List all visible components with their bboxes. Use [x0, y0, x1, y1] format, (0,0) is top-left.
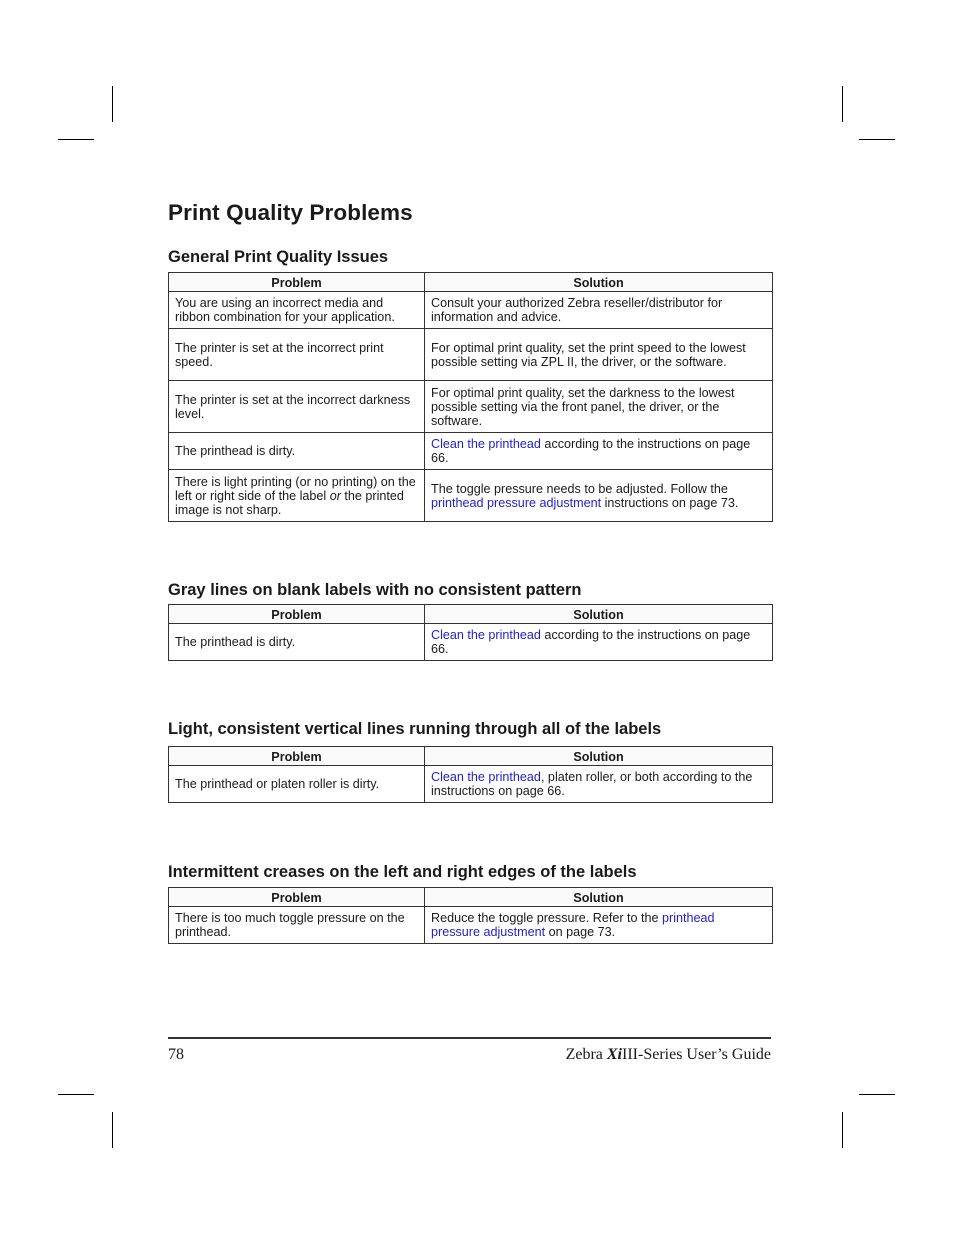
crop-mark — [112, 1112, 113, 1148]
crop-mark — [842, 86, 843, 122]
solution-text: The toggle pressure needs to be adjusted. Follow the — [431, 481, 728, 496]
solution-cell: Consult your authorized Zebra reseller/distributor for information and advice. — [425, 292, 773, 329]
troubleshooting-table — [168, 604, 773, 661]
printhead-pressure-adjustment-link[interactable]: printhead pressure adjustment — [431, 911, 715, 939]
column-header-solution: Solution — [425, 888, 773, 907]
crop-mark — [842, 1112, 843, 1148]
table-row — [169, 470, 773, 522]
solution-text: according to the instructions on page 66. — [431, 437, 751, 465]
guide-title-text: Zebra — [565, 1046, 607, 1063]
problem-cell: The printhead is dirty. — [169, 433, 425, 470]
section-heading: Gray lines on blank labels with no consistent pattern — [168, 581, 582, 599]
table-row — [169, 381, 773, 433]
solution-text: instructions on page 73. — [601, 495, 739, 510]
column-header-problem: Problem — [169, 605, 425, 624]
table-row — [169, 766, 773, 803]
problem-text: There is light printing (or no printing) on the left or right side of the label — [175, 474, 416, 503]
crop-mark — [859, 1094, 895, 1095]
page-title: Print Quality Problems — [168, 200, 413, 225]
clean-printhead-link[interactable]: Clean the printhead — [431, 437, 541, 451]
problem-cell: The printhead is dirty. — [169, 624, 425, 661]
column-header-solution: Solution — [425, 747, 773, 766]
solution-cell: For optimal print quality, set the print speed to the lowest possible setting via ZPL II, the driver, or the software. — [425, 329, 773, 381]
crop-mark — [58, 1094, 94, 1095]
column-header-problem: Problem — [169, 273, 425, 292]
crop-mark — [859, 139, 895, 140]
solution-cell — [425, 766, 773, 803]
footer-rule — [168, 1037, 771, 1039]
column-header-problem: Problem — [169, 747, 425, 766]
solution-cell — [425, 624, 773, 661]
table-row — [169, 292, 773, 329]
column-header-solution: Solution — [425, 273, 773, 292]
solution-text: on page 73. — [545, 925, 616, 939]
clean-printhead-link[interactable]: Clean the printhead — [431, 628, 541, 642]
solution-cell — [425, 433, 773, 470]
problem-emphasis: or — [329, 488, 341, 503]
table-row — [169, 907, 773, 944]
clean-printhead-link[interactable]: Clean the printhead — [431, 770, 541, 784]
table-row — [169, 433, 773, 470]
section-heading: General Print Quality Issues — [168, 248, 389, 266]
problem-cell: The printhead or platen roller is dirty. — [169, 766, 425, 803]
crop-mark — [112, 86, 113, 122]
problem-cell: There is too much toggle pressure on the printhead. — [169, 907, 425, 944]
problem-text: the printed image is not sharp. — [175, 488, 404, 517]
problem-cell: You are using an incorrect media and ribbon combination for your application. — [169, 292, 425, 329]
table-row — [169, 329, 773, 381]
column-header-solution: Solution — [425, 605, 773, 624]
problem-cell: The printer is set at the incorrect print speed. — [169, 329, 425, 381]
guide-title-text: III-Series User’s Guide — [622, 1046, 771, 1063]
problem-cell — [169, 470, 425, 522]
troubleshooting-table — [168, 272, 773, 522]
crop-mark — [58, 139, 94, 140]
section-heading: Light, consistent vertical lines running through all of the labels — [168, 720, 662, 738]
table-row — [169, 624, 773, 661]
problem-cell: The printer is set at the incorrect darkness level. — [169, 381, 425, 433]
column-header-problem: Problem — [169, 888, 425, 907]
guide-title-xi: Xi — [606, 1046, 622, 1063]
page-number: 78 — [168, 1046, 184, 1063]
section-heading: Intermittent creases on the left and right edges of the labels — [168, 863, 637, 881]
printhead-pressure-adjustment-link[interactable]: printhead pressure adjustment — [431, 495, 602, 510]
solution-cell: For optimal print quality, set the darkness to the lowest possible setting via the front panel, the driver, or the software. — [425, 381, 773, 433]
solution-text: according to the instructions on page 66. — [431, 628, 751, 656]
guide-title — [566, 1046, 771, 1064]
solution-text: Reduce the toggle pressure. Refer to the — [431, 911, 663, 925]
solution-text: , platen roller, or both according to the instructions on page 66. — [431, 770, 753, 798]
solution-cell — [425, 907, 773, 944]
solution-cell — [425, 470, 773, 522]
troubleshooting-table — [168, 887, 773, 944]
troubleshooting-table — [168, 746, 773, 803]
